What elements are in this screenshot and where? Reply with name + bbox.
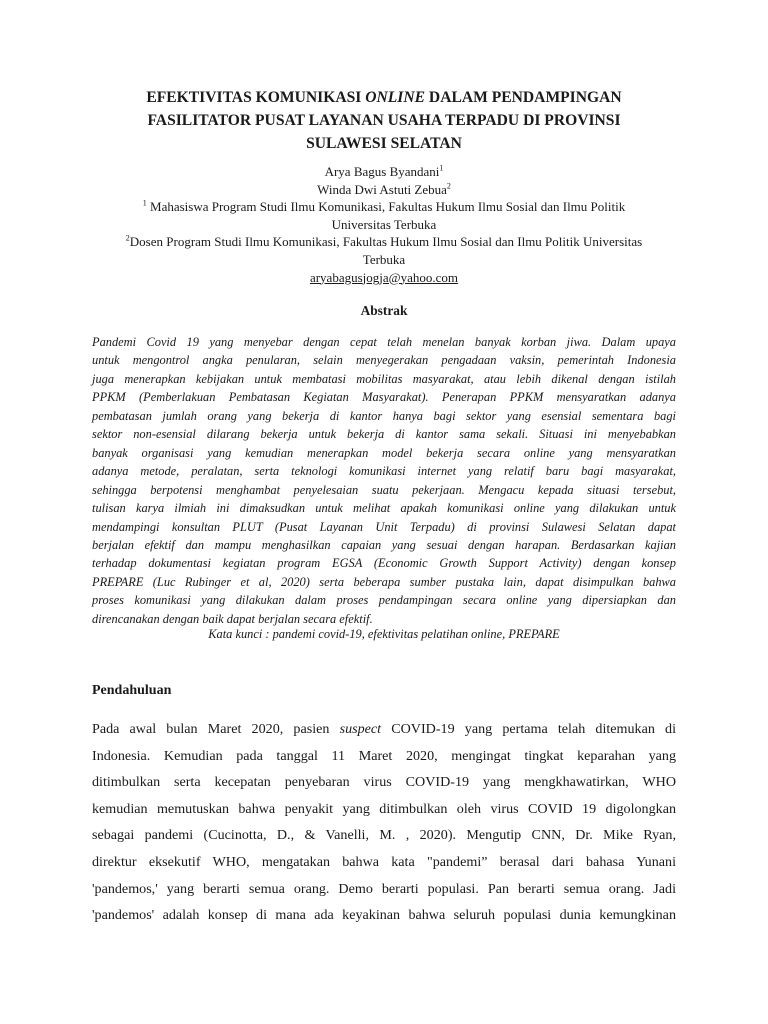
title-line: EFEKTIVITAS KOMUNIKASI ONLINE DALAM PENDAMPINGAN bbox=[146, 89, 622, 106]
body-line: Pada awal bulan Maret 2020, pasien suspect COVID-19 yang pertama telah ditemukan di bbox=[92, 721, 677, 737]
abstract-line: direncanakan dengan baik dapat berjalan secara efektif. bbox=[92, 611, 373, 626]
body-emphasis: suspect bbox=[339, 721, 382, 737]
abstract-line: PREPARE (Luc Rubinger et al, 2020) serta beberapa sumber pustaka lain, dapat disimpulkan bahwa bbox=[92, 574, 676, 589]
author-name: Winda Dwi Astuti Zebua$^2$ bbox=[317, 181, 451, 197]
abstract-line: banyak organisasi yang kemudian menerapkan model bekerja secara online yang mensyaratkan bbox=[92, 445, 676, 460]
abstract-line: tulisan karya ilmiah ini dimaksudkan untuk melihat apakah komunikasi online yang dilakukan untuk bbox=[92, 501, 676, 516]
body-line: sebagai pandemi (Cucinotta, D., & Vanelli, M. , 2020). Mengutip CNN, Dr. Mike Ryan, bbox=[92, 827, 676, 844]
affiliation-line: $^1$ Mahasiswa Program Studi Ilmu Komunikasi, Fakultas Hukum Ilmu Sosial dan Ilmu Politik bbox=[142, 198, 626, 215]
abstract-text bbox=[92, 333, 676, 628]
abstract-line: juga menerapkan kebijakan untuk membatasi mobilitas masyarakat, atau lebih dikenal dengan istilah bbox=[92, 371, 676, 386]
abstract-line: Pandemi Covid 19 yang menyebar dengan cepat telah menelan banyak korban jiwa. Dalam upaya bbox=[92, 335, 676, 349]
abstract-line: adanya metode, peralatan, serta teknologi komunikasi internet yang relatif baru bagi masyarakat, bbox=[92, 464, 676, 479]
abstract-line: mendampingi konsultan PLUT (Pusat Layanan Unit Terpadu) di provinsi Sulawesi Selatan dapat bbox=[92, 519, 676, 534]
abstract-line: sektor non-esensial dilarang bekerja untuk bekerja di kantor sama sekali. Situasi ini menyebabkan bbox=[92, 427, 676, 442]
title-line: SULAWESI SELATAN bbox=[306, 135, 462, 152]
body-line: 'pandemos,' yang berarti semua orang. Demo berarti populasi. Pan berarti semua orang. Jadi bbox=[92, 880, 676, 897]
body-line: kemudian memutuskan bahwa penyakit yang ditimbulkan oleh virus COVID 19 digolongkan bbox=[92, 800, 676, 817]
body-line: ditimbulkan serta kecepatan penyebaran virus COVID-19 yang mengkhawatirkan, WHO bbox=[92, 774, 676, 791]
section-heading: Pendahuluan bbox=[92, 683, 172, 698]
body-line: direktur eksekutif WHO, mengatakan bahwa kata "pandemi” berasal dari bahasa Yunani bbox=[92, 853, 676, 870]
author-block bbox=[100, 163, 668, 286]
abstract-line: pembatasan jumlah orang yang bekerja di kantor hanya bagi sektor yang esensial sementara bagi bbox=[92, 408, 676, 423]
abstract-line: untuk mengontrol angka penularan, selain menyegerakan pengadaan vaksin, pemerintah Indonesia bbox=[92, 353, 676, 368]
abstract-heading: Abstrak bbox=[360, 303, 408, 318]
body-paragraph bbox=[92, 716, 676, 929]
affiliation-line: $^2$Dosen Program Studi Ilmu Komunikasi, Fakultas Hukum Ilmu Sosial dan Ilmu Politik Universitas bbox=[125, 234, 643, 250]
author-name: Arya Bagus Byandani$^1$ bbox=[324, 163, 444, 179]
body-line: 'pandemos' adalah konsep di mana ada keyakinan bahwa seluruh populasi dunia kemungkinan bbox=[92, 907, 676, 924]
abstract-line: PPKM (Pemberlakuan Pembatasan Kegiatan Masyarakat). Penerapan PPKM mensyaratkan adanya bbox=[92, 390, 676, 405]
keywords: Kata kunci : pandemi covid-19, efektivitas pelatihan online, PREPARE bbox=[208, 627, 560, 641]
affiliation-line: Universitas Terbuka bbox=[331, 216, 437, 232]
abstract-line: sehingga berpotensi menghambat penyelesaian suatu pekerjaan. Mengacu kepada situasi tersebut, bbox=[92, 482, 676, 497]
paper-title bbox=[90, 86, 678, 155]
affiliation-line: Terbuka bbox=[362, 251, 406, 267]
abstract-line: terhadap dokumentasi kegiatan program EGSA (Economic Growth Support Activity) dengan konsep bbox=[92, 556, 676, 571]
abstract-line: proses komunikasi yang dilakukan dalam proses pendampingan secara online yang dipersiapkan dan bbox=[92, 593, 676, 608]
title-line: FASILITATOR PUSAT LAYANAN USAHA TERPADU DI PROVINSI bbox=[147, 112, 621, 129]
body-line: Indonesia. Kemudian pada tanggal 11 Maret 2020, mengingat tingkat keparahan yang bbox=[92, 747, 676, 764]
abstract-line: berjalan efektif dan mampu menghasilkan capaian yang sesuai dengan harapan. Berdasarkan kajian bbox=[92, 537, 676, 552]
title-emphasis: ONLINE bbox=[365, 89, 426, 106]
author-email-link[interactable]: aryabagusjogja@yahoo.com bbox=[309, 269, 459, 285]
